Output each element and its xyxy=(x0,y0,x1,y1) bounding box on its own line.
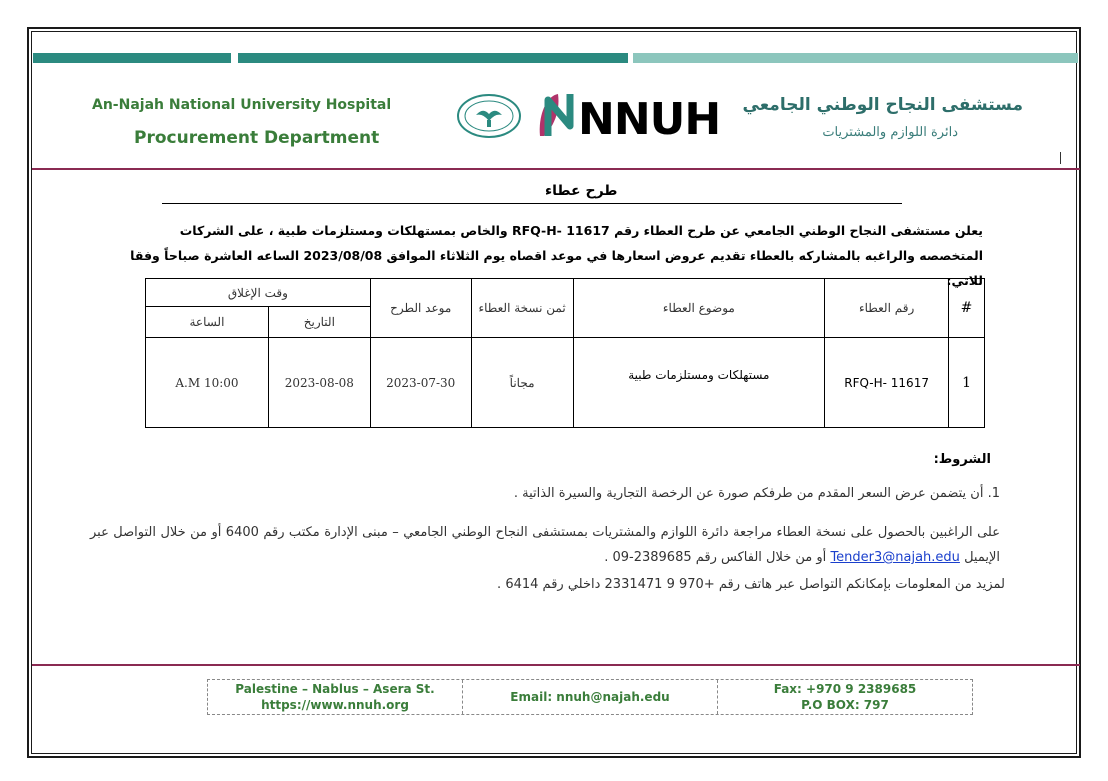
cell-closing-time: A.M 10:00 xyxy=(146,338,269,428)
header-index: # xyxy=(949,279,985,338)
cell-closing-date: 2023-08-08 xyxy=(268,338,370,428)
cell-issue-date: 2023-07-30 xyxy=(370,338,471,428)
intro-text: يعلن مستشفى النجاح الوطني الجامعي عن طرح العطاء رقم xyxy=(614,223,983,238)
department-name-ar: دائرة اللوازم والمشتريات xyxy=(822,125,958,140)
hospital-name-ar: مستشفى النجاح الوطني الجامعي xyxy=(742,95,1023,115)
condition-item: 1. أن يتضمن عرض السعر المقدم من طرفكم صورة عن الرخصة التجارية والسيرة الذاتية . xyxy=(513,486,1000,501)
department-name-en: Procurement Department xyxy=(134,128,380,148)
hospital-name-en: An-Najah National University Hospital xyxy=(92,97,392,113)
footer-website[interactable]: https://www.nnuh.org xyxy=(261,698,409,712)
intro-text: والخاص بمستهلكات ومستلزمات طبية ، على الشركات المتخصصه والراغبه بالمشاركه بالعطاء تقديم عروض اسعارها في موعد اقصاه يوم الثلاثاء الموافق xyxy=(179,223,983,263)
condition-text: أو من خلال الفاكس رقم 2389685-09 . xyxy=(604,550,827,565)
header-subject: موضوع العطاء xyxy=(573,279,825,338)
announcement-title: طرح عطاء xyxy=(545,183,618,199)
header-color-band xyxy=(238,53,628,63)
header-closing-date: التاريخ xyxy=(268,307,370,338)
footer-contact-box xyxy=(207,679,973,715)
footer-fax-cell xyxy=(718,680,972,714)
footer-fax: Fax: +970 9 2389685 xyxy=(773,682,917,696)
intro-text: الساعه العاشرة صباحاً وفقا للاتي: xyxy=(130,248,983,288)
decorative-tick xyxy=(1060,152,1061,164)
header-issue-date: موعد الطرح xyxy=(370,279,471,338)
footer-email[interactable]: Email: nnuh@najah.edu xyxy=(510,690,670,704)
email-link[interactable]: Tender3@najah.edu xyxy=(830,550,960,565)
university-seal-icon xyxy=(456,93,522,139)
footer-address-cell xyxy=(208,680,463,714)
header-copy-price: ثمن نسخة العطاء xyxy=(471,279,573,338)
footer-divider xyxy=(32,664,1080,666)
footer-address: Palestine – Nablus – Asera St. xyxy=(235,682,435,696)
footer-email-cell xyxy=(463,680,718,714)
cell-tender-no: RFQ-H- 11617 xyxy=(825,338,949,428)
rfq-number: RFQ-H- 11617 xyxy=(512,223,610,238)
tender-table xyxy=(145,278,985,428)
header-divider xyxy=(32,168,1080,170)
condition-item: لمزيد من المعلومات بإمكانكم التواصل عبر هاتف رقم +970 9 2331471 داخلي رقم 6414 . xyxy=(497,577,1005,592)
condition-text: على الراغبين بالحصول على نسخة العطاء مراجعة دائرة اللوازم والمشتريات بمستشفى النجاح الوطني الجامعي – مبنى الإدارة مكتب رقم 6400 أو من خلال التواصل عبر الإيميل xyxy=(90,525,1000,565)
header-closing-time: الساعة xyxy=(146,307,269,338)
title-underline xyxy=(162,203,902,204)
footer-po-box: P.O BOX: 797 xyxy=(801,698,889,712)
cell-index: 1 xyxy=(949,338,985,428)
cell-copy-price: مجاناً xyxy=(471,338,573,428)
header-closing: وقت الإغلاق xyxy=(146,279,371,307)
conditions-heading: الشروط: xyxy=(933,452,991,467)
condition-item xyxy=(90,520,1000,570)
header-color-band xyxy=(633,53,1078,63)
table-row xyxy=(146,338,985,428)
cell-subject: مستهلكات ومستلزمات طبية xyxy=(573,338,825,428)
nnuh-logo-icon xyxy=(538,90,721,145)
logo-text: NNUH xyxy=(578,94,721,145)
deadline-date: 2023/08/08 xyxy=(303,248,383,263)
header-tender-no: رقم العطاء xyxy=(825,279,949,338)
header-color-band xyxy=(33,53,231,63)
